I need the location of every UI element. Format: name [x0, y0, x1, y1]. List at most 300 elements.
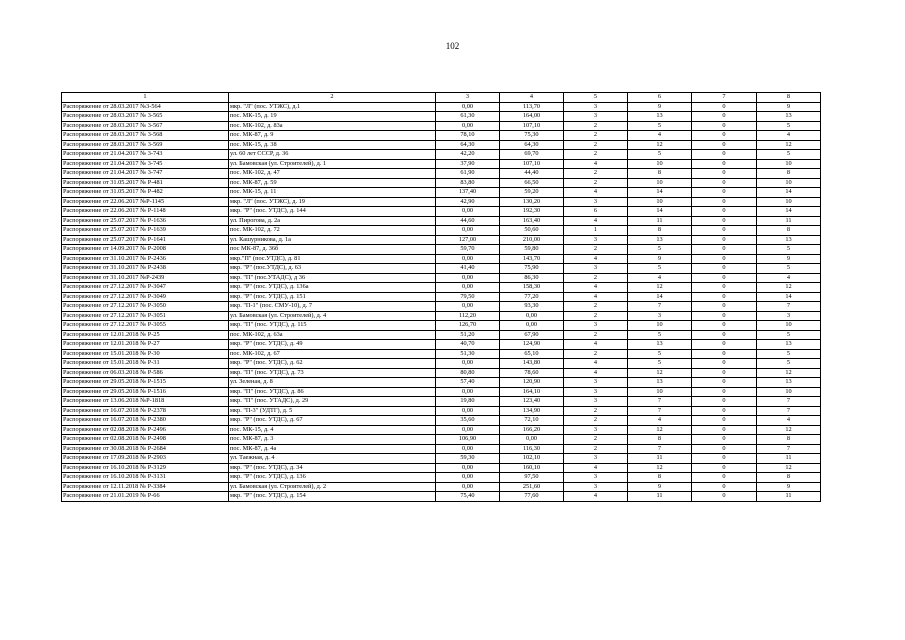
table-cell: 166,20 — [500, 425, 564, 435]
table-cell: 11 — [757, 492, 821, 502]
table-cell: 0,00 — [436, 102, 500, 112]
table-cell: 2 — [564, 131, 628, 141]
table-cell: 2 — [564, 169, 628, 179]
table-row — [62, 159, 821, 169]
table-cell: пос. МК-87, д. 3 — [229, 435, 436, 445]
column-header: 2 — [229, 93, 436, 103]
table-cell: 10 — [757, 387, 821, 397]
table-cell: 50,60 — [500, 226, 564, 236]
table-row — [62, 340, 821, 350]
table-cell: 3 — [564, 102, 628, 112]
table-row — [62, 169, 821, 179]
table-cell: мкр. "П" (пос.УТАДС), д 36 — [229, 273, 436, 283]
table-cell: 0,00 — [436, 444, 500, 454]
table-cell: 51,30 — [436, 349, 500, 359]
table-row — [62, 131, 821, 141]
column-header: 3 — [436, 93, 500, 103]
table-cell: 164,00 — [500, 112, 564, 122]
table-cell: 5 — [628, 349, 692, 359]
table-cell: 2 — [564, 444, 628, 454]
table-cell: 0,00 — [436, 254, 500, 264]
table-cell: 14 — [757, 292, 821, 302]
table-cell: 2 — [564, 121, 628, 131]
table-cell: 6 — [564, 207, 628, 217]
table-cell: 5 — [628, 359, 692, 369]
table-row — [62, 435, 821, 445]
table-cell: 2 — [564, 302, 628, 312]
table-cell: 0 — [692, 140, 757, 150]
table-cell: 14 — [628, 188, 692, 198]
table-cell: 11 — [628, 454, 692, 464]
table-row — [62, 273, 821, 283]
table-cell: пос. МК-15, д. 4 — [229, 425, 436, 435]
table-cell: мкр. "Р" (пос. УТДС), д. 144 — [229, 207, 436, 217]
table-row — [62, 197, 821, 207]
table-body — [62, 102, 821, 501]
table-cell: Распоряжение от 27.12.2017 № Р-3050 — [62, 302, 229, 312]
table-row — [62, 264, 821, 274]
table-cell: 0 — [692, 349, 757, 359]
table-cell: 163,40 — [500, 216, 564, 226]
table-cell: 5 — [628, 150, 692, 160]
table-cell: 0,00 — [436, 463, 500, 473]
table-cell: 42,20 — [436, 150, 500, 160]
table-cell: мкр. "П-1" (пос. СМУ-10), д. 7 — [229, 302, 436, 312]
table-cell: 5 — [757, 150, 821, 160]
table-cell: 0 — [692, 444, 757, 454]
table-row — [62, 216, 821, 226]
table-row — [62, 283, 821, 293]
table-cell: 0 — [692, 112, 757, 122]
table-cell: 107,10 — [500, 159, 564, 169]
table-cell: 14 — [757, 188, 821, 198]
table-cell: 75,40 — [436, 492, 500, 502]
table-cell: мкр. "П-3" (УДТГ), д. 5 — [229, 406, 436, 416]
table-cell: 0 — [692, 397, 757, 407]
table-cell: мкр. "Р" (пос. УТДС), д. 67 — [229, 416, 436, 426]
table-cell: пос. МК-15, д. 11 — [229, 188, 436, 198]
table-cell: 134,90 — [500, 406, 564, 416]
table-cell: 4 — [564, 159, 628, 169]
table-cell: ул. 60 лет СССР, д. 36 — [229, 150, 436, 160]
table-cell: мкр. "Р" (пос. УТДС), д. 154 — [229, 492, 436, 502]
table-cell: Распоряжение от 21.01.2019 № Р-66 — [62, 492, 229, 502]
table-cell: 80,80 — [436, 368, 500, 378]
table-cell: 0,00 — [436, 359, 500, 369]
table-cell: 0 — [692, 273, 757, 283]
table-cell: 143,80 — [500, 359, 564, 369]
table-row — [62, 416, 821, 426]
table-cell: 130,20 — [500, 197, 564, 207]
table-cell: Распоряжение от 28.03.2017 № 3-565 — [62, 112, 229, 122]
table-cell: 78,10 — [436, 131, 500, 141]
table-cell: 0 — [692, 102, 757, 112]
table-cell: 210,00 — [500, 235, 564, 245]
table-cell: 10 — [628, 321, 692, 331]
table-cell: 102,10 — [500, 454, 564, 464]
table-cell: 40,70 — [436, 340, 500, 350]
table-cell: 67,90 — [500, 330, 564, 340]
table-row — [62, 150, 821, 160]
table-cell: 61,90 — [436, 169, 500, 179]
table-row — [62, 311, 821, 321]
table-row — [62, 454, 821, 464]
table-cell: 0,00 — [436, 302, 500, 312]
table-cell: 0,00 — [436, 121, 500, 131]
column-header: 1 — [62, 93, 229, 103]
table-cell: Распоряжение от 15.01.2018 № Р-30 — [62, 349, 229, 359]
table-cell: 13 — [628, 112, 692, 122]
table-cell: 137,40 — [436, 188, 500, 198]
table-cell: 127,00 — [436, 235, 500, 245]
table-cell: 4 — [564, 359, 628, 369]
table-cell: 8 — [757, 226, 821, 236]
table-cell: 192,30 — [500, 207, 564, 217]
table-cell: 97,50 — [500, 473, 564, 483]
table-cell: пос. МК-15, д. 19 — [229, 112, 436, 122]
table-cell: 0 — [692, 245, 757, 255]
table-cell: 4 — [564, 254, 628, 264]
table-row — [62, 321, 821, 331]
table-cell: 4 — [628, 416, 692, 426]
table-row — [62, 349, 821, 359]
table-row — [62, 292, 821, 302]
table-cell: 160,10 — [500, 463, 564, 473]
table-cell: 10 — [757, 159, 821, 169]
table-cell: Распоряжение от 16.10.2018 № Р-3129 — [62, 463, 229, 473]
table-cell: 9 — [757, 254, 821, 264]
table-cell: 9 — [628, 254, 692, 264]
table-cell: 4 — [564, 492, 628, 502]
table-cell: 0 — [692, 207, 757, 217]
table-cell: мкр. "Р" (пос. УТДС), д. 136а — [229, 283, 436, 293]
table-cell: пос. МК-87, д. 9 — [229, 131, 436, 141]
table-cell: 75,90 — [500, 264, 564, 274]
table-row — [62, 359, 821, 369]
table-cell: 0 — [692, 378, 757, 388]
table-row — [62, 444, 821, 454]
table-cell: 3 — [564, 264, 628, 274]
table-cell: 3 — [564, 425, 628, 435]
table-row — [62, 226, 821, 236]
table-row — [62, 188, 821, 198]
table-cell: 4 — [564, 463, 628, 473]
table-cell: 5 — [628, 264, 692, 274]
table-cell: 13 — [628, 378, 692, 388]
table-cell: 164,10 — [500, 387, 564, 397]
table-cell: 0 — [692, 425, 757, 435]
table-row — [62, 378, 821, 388]
table-cell: Распоряжение от 22.06.2017 №Р-1145 — [62, 197, 229, 207]
column-header: 4 — [500, 93, 564, 103]
table-cell: 12 — [628, 368, 692, 378]
table-row — [62, 102, 821, 112]
table-cell: Распоряжение от 28.03.2017 № 3-569 — [62, 140, 229, 150]
table-cell: 4 — [628, 273, 692, 283]
table-cell: 123,40 — [500, 397, 564, 407]
table-cell: 2 — [564, 416, 628, 426]
table-cell: пос. МК-87, д. 4а — [229, 444, 436, 454]
table-cell: 69,70 — [500, 150, 564, 160]
table-cell: 0,00 — [500, 321, 564, 331]
table-cell: 116,30 — [500, 444, 564, 454]
table-cell: 5 — [757, 245, 821, 255]
table-cell: 0 — [692, 121, 757, 131]
table-cell: 0 — [692, 178, 757, 188]
table-cell: 4 — [564, 340, 628, 350]
table-cell: 9 — [757, 102, 821, 112]
table-cell: 8 — [628, 226, 692, 236]
table-cell: 0 — [692, 368, 757, 378]
table-cell: 41,40 — [436, 264, 500, 274]
table-cell: 3 — [564, 473, 628, 483]
table-cell: 5 — [757, 264, 821, 274]
table-cell: 113,70 — [500, 102, 564, 112]
table-cell: 8 — [757, 473, 821, 483]
table-cell: Распоряжение от 21.04.2017 № 3-747 — [62, 169, 229, 179]
table-cell: 0,00 — [436, 226, 500, 236]
table-cell: 0,00 — [436, 482, 500, 492]
table-cell: 0,00 — [436, 283, 500, 293]
table-cell: 19,80 — [436, 397, 500, 407]
table-cell: 2 — [564, 178, 628, 188]
table-cell: 0 — [692, 283, 757, 293]
table-cell: Распоряжение от 12.01.2018 № Р-27 — [62, 340, 229, 350]
table-cell: 2 — [564, 140, 628, 150]
table-cell: 86,30 — [500, 273, 564, 283]
table-cell: Распоряжение от 12.01.2018 № Р-25 — [62, 330, 229, 340]
table-cell: 51,20 — [436, 330, 500, 340]
table-cell: пос. МК-102, д. 67 — [229, 349, 436, 359]
table-cell: 0,00 — [436, 473, 500, 483]
table-cell: 0 — [692, 406, 757, 416]
table-row — [62, 397, 821, 407]
table-cell: 72,10 — [500, 416, 564, 426]
table-cell: 65,10 — [500, 349, 564, 359]
page-number: 102 — [445, 41, 460, 51]
table-cell: Распоряжение от 31.10.2017 № Р-2436 — [62, 254, 229, 264]
table-cell: мкр. "Р" (пос. УТДС), д. 62 — [229, 359, 436, 369]
table-cell: 57,40 — [436, 378, 500, 388]
table-cell: 0 — [692, 302, 757, 312]
table-cell: Распоряжение от 13.06.2018 №Р-1818 — [62, 397, 229, 407]
table-cell: 12 — [757, 425, 821, 435]
table-cell: 2 — [564, 406, 628, 416]
table-cell: мкр. "Р" (пос. УТДС), д. 136 — [229, 473, 436, 483]
table-cell: 3 — [564, 112, 628, 122]
table-cell: Распоряжение от 21.04.2017 № 3-745 — [62, 159, 229, 169]
table-cell: 0 — [692, 492, 757, 502]
table-cell: 0 — [692, 159, 757, 169]
table-cell: 7 — [757, 444, 821, 454]
table-row — [62, 121, 821, 131]
table-cell: 12 — [628, 463, 692, 473]
table-cell: 4 — [564, 216, 628, 226]
table-cell: мкр. "П" (пос. УТДС), д. 115 — [229, 321, 436, 331]
table-cell: 5 — [757, 349, 821, 359]
table-cell: 66,50 — [500, 178, 564, 188]
table-cell: 112,20 — [436, 311, 500, 321]
table-cell: 9 — [757, 482, 821, 492]
table-cell: 126,70 — [436, 321, 500, 331]
table-cell: 0 — [692, 235, 757, 245]
table-cell: 3 — [564, 454, 628, 464]
table-cell: 13 — [757, 378, 821, 388]
table-cell: мкр. "Р" (пос. УТДС), д. 49 — [229, 340, 436, 350]
table-cell: 8 — [628, 435, 692, 445]
column-header: 6 — [628, 93, 692, 103]
column-header: 5 — [564, 93, 628, 103]
table-cell: 0,00 — [436, 273, 500, 283]
table-cell: 0 — [692, 473, 757, 483]
table-cell: 2 — [564, 349, 628, 359]
table-cell: 0 — [692, 188, 757, 198]
table-cell: 64,30 — [436, 140, 500, 150]
table-cell: 59,70 — [436, 245, 500, 255]
table-cell: пос. МК-102, д. 72 — [229, 226, 436, 236]
table-cell: 5 — [757, 359, 821, 369]
table-cell: 0 — [692, 131, 757, 141]
table-cell: 2 — [564, 150, 628, 160]
table-cell: 8 — [757, 435, 821, 445]
table-cell: 10 — [757, 178, 821, 188]
table-row — [62, 387, 821, 397]
table-cell: 12 — [757, 283, 821, 293]
table-cell: 0 — [692, 169, 757, 179]
table-cell: мкр. "П" (пос. УТАДС), д. 29 — [229, 397, 436, 407]
table-cell: 106,90 — [436, 435, 500, 445]
table-cell: ул. Таежная, д. 4 — [229, 454, 436, 464]
table-row — [62, 178, 821, 188]
table-cell: 0,00 — [436, 387, 500, 397]
table-cell: Распоряжение от 16.07.2018 № Р-2380 — [62, 416, 229, 426]
table-cell: ул. Бамовская (ул. Строителей), д. 1 — [229, 159, 436, 169]
table-cell: 5 — [757, 121, 821, 131]
table-cell: 3 — [564, 235, 628, 245]
table-cell: 0 — [692, 330, 757, 340]
table-cell: 0 — [692, 216, 757, 226]
table-cell: 0 — [692, 340, 757, 350]
table-cell: Распоряжение от 22.06.2017 № Р-1148 — [62, 207, 229, 217]
table-cell: 0 — [692, 359, 757, 369]
table-cell: 10 — [628, 178, 692, 188]
table-cell: 44,40 — [500, 169, 564, 179]
table-cell: 3 — [564, 482, 628, 492]
table-cell: Распоряжение от 31.10.2017 №Р-2439 — [62, 273, 229, 283]
table-cell: 78,60 — [500, 368, 564, 378]
table-cell: 11 — [757, 216, 821, 226]
table-cell: Распоряжение от 02.08.2018 № Р-2496 — [62, 425, 229, 435]
table-cell: 7 — [628, 397, 692, 407]
table-cell: 7 — [628, 444, 692, 454]
table-cell: 37,90 — [436, 159, 500, 169]
table-cell: Распоряжение от 25.07.2017 № Р-1641 — [62, 235, 229, 245]
data-table — [61, 92, 821, 502]
table-cell: 0 — [692, 226, 757, 236]
table-cell: 11 — [628, 216, 692, 226]
table-cell: 0,00 — [436, 425, 500, 435]
table-cell: 3 — [628, 311, 692, 321]
table-cell: 59,30 — [436, 454, 500, 464]
table-cell: ул. Пирогова, д. 2а — [229, 216, 436, 226]
table-cell: 10 — [628, 197, 692, 207]
table-cell: 0 — [692, 264, 757, 274]
table-cell: 9 — [628, 102, 692, 112]
table-cell: 61,30 — [436, 112, 500, 122]
table-cell: 12 — [757, 140, 821, 150]
table-cell: 4 — [564, 188, 628, 198]
table-row — [62, 473, 821, 483]
table-cell: 2 — [564, 273, 628, 283]
table-cell: Распоряжение от 02.08.2018 № Р-2498 — [62, 435, 229, 445]
table-cell: Распоряжение от 15.01.2018 № Р-31 — [62, 359, 229, 369]
table-row — [62, 368, 821, 378]
table-cell: Распоряжение от 25.07.2017 № Р-1639 — [62, 226, 229, 236]
table-cell: 12 — [757, 463, 821, 473]
table-cell: 7 — [757, 302, 821, 312]
table-cell: 14 — [628, 207, 692, 217]
table-cell: мкр. "П" (пос. УТДС), д. 73 — [229, 368, 436, 378]
table-cell: мкр."П" (пос.УТДС), д. 81 — [229, 254, 436, 264]
table-cell: 0 — [692, 387, 757, 397]
table-cell: Распоряжение от 28.03.2017 №3-564 — [62, 102, 229, 112]
table-cell: 10 — [628, 159, 692, 169]
table-cell: 12 — [757, 368, 821, 378]
table-cell: 83,80 — [436, 178, 500, 188]
table-cell: 5 — [628, 330, 692, 340]
table-row — [62, 330, 821, 340]
table-row — [62, 235, 821, 245]
table-cell: пос. МК-102, д. 47 — [229, 169, 436, 179]
table-cell: 13 — [757, 235, 821, 245]
table-cell: 42,90 — [436, 197, 500, 207]
table-row — [62, 492, 821, 502]
table-cell: Распоряжение от 27.12.2017 № Р-3055 — [62, 321, 229, 331]
table-cell: 10 — [628, 387, 692, 397]
table-cell: 5 — [628, 245, 692, 255]
table-cell: Распоряжение от 31.05.2017 № Р-482 — [62, 188, 229, 198]
table-cell: 7 — [628, 302, 692, 312]
table-cell: 4 — [564, 283, 628, 293]
table-cell: 120,90 — [500, 378, 564, 388]
table-cell: 8 — [628, 473, 692, 483]
table-cell: 12 — [628, 140, 692, 150]
table-cell: 0,00 — [500, 311, 564, 321]
table-cell: 0 — [692, 321, 757, 331]
table-cell: 59,80 — [500, 245, 564, 255]
table-cell: 12 — [628, 425, 692, 435]
table-cell: мкр. "П" (пос. УТДС), д. 86 — [229, 387, 436, 397]
table-row — [62, 463, 821, 473]
table-cell: 8 — [757, 169, 821, 179]
table-cell: 2 — [564, 435, 628, 445]
table-row — [62, 425, 821, 435]
table-cell: пос. МК-15, д. 38 — [229, 140, 436, 150]
table-row — [62, 245, 821, 255]
table-cell: 3 — [564, 321, 628, 331]
table-cell: 0 — [692, 435, 757, 445]
table-cell: Распоряжение от 21.04.2017 № 3-743 — [62, 150, 229, 160]
table-cell: 14 — [628, 292, 692, 302]
table-cell: Распоряжение от 28.03.2017 № 3-567 — [62, 121, 229, 131]
table-cell: ул. Кашурникова, д. 1а — [229, 235, 436, 245]
table-row — [62, 482, 821, 492]
table-cell: 8 — [628, 169, 692, 179]
table-cell: 77,60 — [500, 492, 564, 502]
table-cell: 79,50 — [436, 292, 500, 302]
table-cell: мкр. "Р" (пос. УТДС), д. 151 — [229, 292, 436, 302]
table-cell: 44,60 — [436, 216, 500, 226]
